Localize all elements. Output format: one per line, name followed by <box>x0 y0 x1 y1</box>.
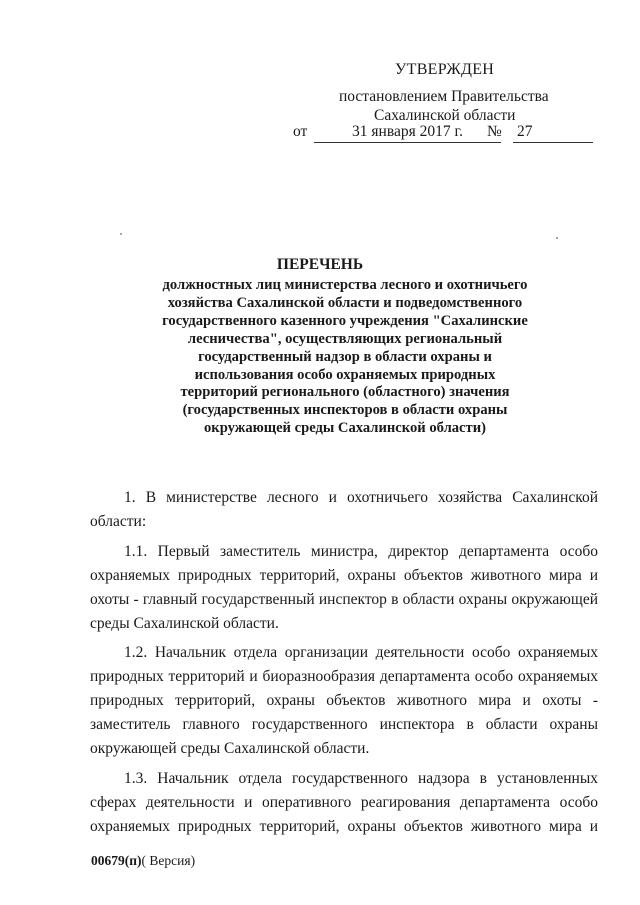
paragraph-line: 1.1. Первый заместитель министра, директор департамента особо <box>124 542 598 560</box>
document-subtitle <box>130 277 560 438</box>
paragraph-line: окружающей среды Сахалинской области. <box>90 740 370 758</box>
subtitle-line: хозяйства Сахалинской области и подведомственного <box>167 294 523 311</box>
approval-region: Сахалинской области <box>374 107 516 124</box>
paragraph-line: охраняемых природных территорий, охраны объектов животного мира и <box>90 817 598 835</box>
paragraph-line: охоты - главный государственный инспектор в области охраны окружающей <box>90 590 598 608</box>
approval-date: 31 января 2017 г. <box>314 123 501 143</box>
paragraph-line: заместитель главного государственного инспектора в области охраны <box>90 716 598 734</box>
paragraph-1-3 <box>90 767 598 839</box>
paragraph-line: 1.2. Начальник отдела организации деятельности особо охраняемых <box>124 644 598 662</box>
subtitle-line: государственный надзор в области охраны и <box>198 348 492 365</box>
paragraph-line: 1.3. Начальник отдела государственного надзора в установленных <box>124 769 598 787</box>
subtitle-line: должностных лиц министерства лесного и охотничьего <box>162 277 528 293</box>
document-title: ПЕРЕЧЕНЬ <box>276 256 364 273</box>
subtitle-line: территорий регионального (областного) значения <box>180 384 510 401</box>
paragraph-line: среды Сахалинской области. <box>90 614 279 632</box>
scan-speck <box>120 233 122 235</box>
approval-title: УТВЕРЖДЕН <box>395 61 495 78</box>
document-body <box>90 486 598 845</box>
subtitle-line: лесничества", осуществляющих региональный <box>187 330 503 347</box>
from-label: от <box>293 123 308 140</box>
approval-authority: постановлением Правительства <box>339 88 549 105</box>
subtitle-line: окружающей среды Сахалинской области) <box>204 420 486 437</box>
subtitle-line: (государственных инспекторов в области охраны <box>182 402 508 419</box>
paragraph-line: сферах деятельности и оперативного реагирования департамента особо <box>90 793 598 811</box>
paragraph-line: 1. В министерстве лесного и охотничьего хозяйства Сахалинской <box>124 489 598 506</box>
paragraph-1 <box>90 486 598 534</box>
paragraph-1-2 <box>90 641 598 761</box>
scan-speck <box>556 237 558 239</box>
paragraph-line: природных территорий, охраны объектов животного мира и охоты - <box>90 692 598 710</box>
paragraph-1-1 <box>90 540 598 636</box>
paragraph-line: природных территорий и биоразнообразия департамента особо охраняемых <box>90 668 598 686</box>
paragraph-line: области: <box>90 512 147 530</box>
footer-version: ( Версия) <box>141 853 196 868</box>
number-label: № <box>487 123 502 140</box>
subtitle-line: государственного казенного учреждения "Сахалинские <box>162 312 528 329</box>
approval-number: 27 <box>513 123 593 143</box>
subtitle-line: использования особо охраняемых природных <box>194 366 496 383</box>
paragraph-line: охраняемых природных территорий, охраны объектов животного мира и <box>90 566 598 584</box>
document-footer <box>91 853 195 869</box>
footer-code: 00679(п) <box>91 853 142 868</box>
